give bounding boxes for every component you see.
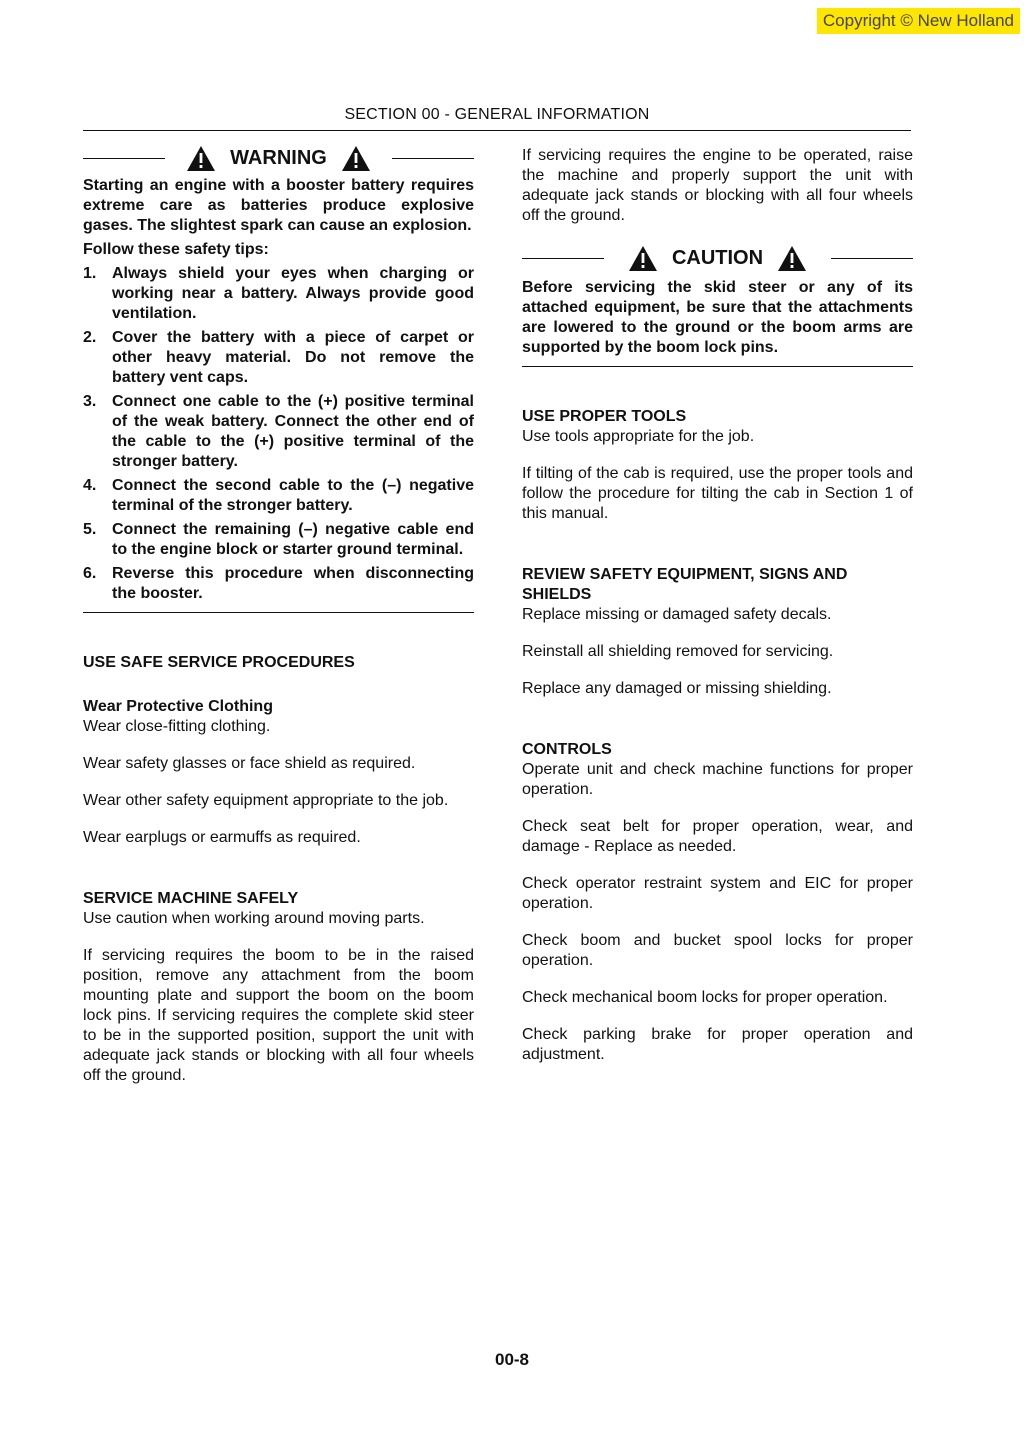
list-item: 2. Cover the battery with a piece of carpet or other heavy material. Do not remove the battery vent caps. xyxy=(83,329,474,386)
list-item: 1. Always shield your eyes when charging or working near a battery. Always provide good ventilation. xyxy=(83,265,474,322)
protective-item: Wear safety glasses or face shield as required. xyxy=(83,755,416,772)
caution-rule-left xyxy=(522,258,604,259)
proper-tools-heading: USE PROPER TOOLS xyxy=(522,408,687,425)
section-header: SECTION 00 - GENERAL INFORMATION xyxy=(344,106,650,123)
protective-clothing-heading: Wear Protective Clothing xyxy=(83,698,273,715)
caution-title: CAUTION xyxy=(671,246,764,269)
controls-item: Check seat belt for proper operation, wear, and damage - Replace as needed. xyxy=(522,818,913,855)
right-column xyxy=(522,146,913,1065)
caution-triangle-icon xyxy=(628,245,658,272)
controls-item: Check boom and bucket spool locks for proper operation. xyxy=(522,932,913,969)
controls-heading: CONTROLS xyxy=(522,741,612,758)
review-safety-item: Reinstall all shielding removed for servicing. xyxy=(522,643,834,660)
page-number: 00-8 xyxy=(494,1350,530,1369)
warning-triangle-icon xyxy=(341,145,371,172)
safe-service-heading: USE SAFE SERVICE PROCEDURES xyxy=(83,654,355,671)
copyright-badge: Copyright © New Holland xyxy=(817,8,1020,34)
proper-tools-paragraph: Use tools appropriate for the job. xyxy=(522,428,755,445)
caution-rule-right xyxy=(831,258,913,259)
list-item: 6. Reverse this procedure when disconnecting the booster. xyxy=(83,565,474,602)
caution-text: Before servicing the skid steer or any of its attached equipment, be sure that the attachments are lowered to the ground or the boom arms are supported by the boom lock pins. xyxy=(522,279,913,356)
list-item: 3. Connect one cable to the (+) positive terminal of the weak battery. Connect the other end of the cable to the (+) positive terminal of the stronger battery. xyxy=(83,393,474,470)
caution-triangle-icon xyxy=(777,245,807,272)
controls-item: Check mechanical boom locks for proper operation. xyxy=(522,989,888,1006)
controls-item: Check operator restraint system and EIC for proper operation. xyxy=(522,875,913,912)
warning-tips-label: Follow these safety tips: xyxy=(83,241,269,258)
service-machine-paragraph: If servicing requires the boom to be in the raised position, remove any attachment from the boom mounting plate and support the boom on the boom lock pins. If servicing requires the complete skid steer to be in the supported position, support the unit with adequate jack stands or blocking with all four wheels off the ground. xyxy=(83,947,474,1084)
protective-item: Wear earplugs or earmuffs as required. xyxy=(83,829,361,846)
list-item: 4. Connect the second cable to the (–) negative terminal of the stronger battery. xyxy=(83,477,474,514)
controls-item: Check parking brake for proper operation and adjustment. xyxy=(522,1026,913,1063)
protective-item: Wear other safety equipment appropriate to the job. xyxy=(83,792,449,809)
warning-title: WARNING xyxy=(230,146,327,169)
review-safety-item: Replace missing or damaged safety decals. xyxy=(522,606,832,623)
safety-tips-list xyxy=(83,264,474,604)
caution-title-bar xyxy=(522,240,913,276)
service-machine-paragraph: Use caution when working around moving parts. xyxy=(83,910,425,927)
warning-rule-left xyxy=(83,158,165,159)
review-safety-heading: REVIEW SAFETY EQUIPMENT, SIGNS AND SHIELDS xyxy=(522,566,848,603)
warning-triangle-icon xyxy=(186,145,216,172)
left-column xyxy=(83,140,474,1086)
controls-item: Operate unit and check machine functions for proper operation. xyxy=(522,761,913,798)
list-item: 5. Connect the remaining (–) negative cable end to the engine block or starter ground terminal. xyxy=(83,521,474,558)
engine-operation-paragraph: If servicing requires the engine to be operated, raise the machine and properly support the unit with adequate jack stands or blocking with all four wheels off the ground. xyxy=(522,147,913,224)
review-safety-item: Replace any damaged or missing shielding. xyxy=(522,680,832,697)
warning-intro: Starting an engine with a booster battery requires extreme care as batteries produce explosive gases. The slightest spark can cause an explosion. xyxy=(83,177,474,234)
warning-title-bar xyxy=(83,140,474,176)
warning-rule-right xyxy=(392,158,474,159)
service-machine-heading: SERVICE MACHINE SAFELY xyxy=(83,890,299,907)
protective-item: Wear close-fitting clothing. xyxy=(83,718,271,735)
proper-tools-paragraph: If tilting of the cab is required, use the proper tools and follow the procedure for tilting the cab in Section 1 of this manual. xyxy=(522,465,913,522)
header-rule xyxy=(83,130,911,131)
